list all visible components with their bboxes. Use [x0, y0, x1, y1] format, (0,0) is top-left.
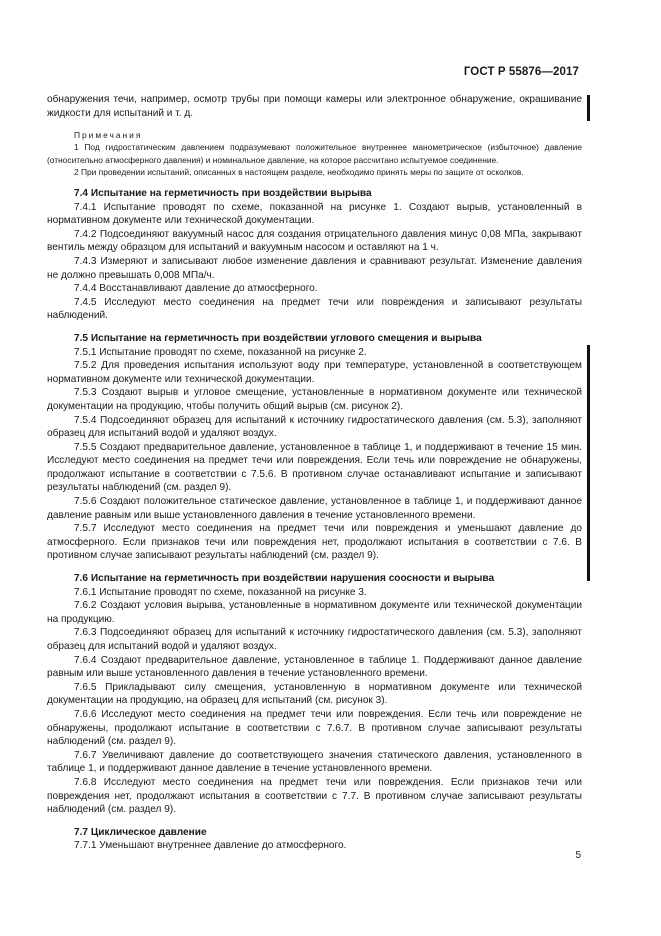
clause-7-4-3: 7.4.3 Измеряют и записывают любое изменение давления и сравнивают результат. Изменение давления не должно превышать 0,008 МПа/ч. [47, 255, 582, 281]
section-7-7-heading: 7.7 Циклическое давление [74, 826, 207, 838]
clause-7-6-4: 7.6.4 Создают предварительное давление, установленное в таблице 1. Поддерживают данное давление равным или выше установленного давления в течение установленного времени. [47, 654, 582, 680]
change-bar [587, 345, 590, 581]
clause-7-5-5: 7.5.5 Создают предварительное давление, установленное в таблице 1, и поддерживают в течение 15 мин. Исследуют место соединения на предмет течи или повреждения. Если течь или повреждение не обнаружены, продолжают испытание в соответствии с 7.5.6. В противном случае останавливают испытание и записывают результаты наблюдений (см. раздел 9). [47, 441, 582, 494]
notes-title: Примечания [74, 130, 143, 141]
clause-7-4-2: 7.4.2 Подсоединяют вакуумный насос для создания отрицательного давления минус 0,08 МПа, закрывают вентиль между образцом для испытаний и вакуумным насосом и оставляют на 1 ч. [47, 228, 582, 254]
clause-7-5-2: 7.5.2 Для проведения испытания используют воду при температуре, установленной в соответствующем нормативном документе или технической документации. [47, 360, 582, 385]
notes-block [47, 129, 582, 178]
clause-7-5-6: 7.5.6 Создают положительное статическое давление, установленное в таблице 1, и поддерживают данное давление равным или выше установленного давления в течение установленного времени. [47, 496, 582, 521]
clause-7-5-3: 7.5.3 Создают вырыв и угловое смещение, установленные в нормативном документе или технической документации на продукцию, чтобы получить общий вырыв (см. рисунок 2). [47, 387, 582, 412]
intro-paragraph: обнаружения течи, например, осмотр трубы при помощи камеры или электронное обнаружение, окрашивание жидкости для испытаний и т. д. [47, 94, 582, 119]
clause-7-5-1: 7.5.1 Испытание проводят по схеме, показанной на рисунке 2. [74, 346, 367, 358]
page-number: 5 [575, 850, 581, 861]
clause-7-6-3: 7.6.3 Подсоединяют образец для испытаний к источнику гидростатического давления (см. 5.3), заполняют образец для испытаний водой и удаляют воздух. [47, 627, 582, 652]
clause-7-7-1: 7.7.1 Уменьшают внутреннее давление до атмосферного. [74, 840, 347, 852]
clause-7-6-6: 7.6.6 Исследуют место соединения на предмет течи или повреждения. Если течь или повреждение не обнаружены, продолжают испытание в соответствии с 7.6.7. В противном случае записывают результаты наблюдений (см. раздел 9). [47, 708, 582, 748]
clause-7-6-8: 7.6.8 Исследуют место соединения на предмет течи или повреждения. Если признаков течи или повреждения нет, продолжают испытания в соответствии с 7.7. В противном случае записывают результаты наблюдений (см. раздел 9). [47, 776, 582, 816]
note-2: 2 При проведении испытаний, описанных в настоящем разделе, необходимо принять меры по защите от осколков. [74, 166, 524, 177]
clause-7-5-7: 7.5.7 Исследуют место соединения на предмет течи или повреждения и уменьшают давление до атмосферного. Если признаков течи или повреждения нет, продолжают испытания в соответствии с 7.6. В противном случае записывают результаты наблюдений (см. раздел 9). [47, 523, 582, 562]
clause-7-6-1: 7.6.1 Испытание проводят по схеме, показанной на рисунке 3. [74, 586, 367, 598]
clause-7-6-5: 7.6.5 Прикладывают силу смещения, установленную в нормативном документе или технической документации на продукцию, на образец для испытаний (см. рисунок 3). [47, 681, 582, 707]
note-1: 1 Под гидростатическим давлением подразумевают положительное внутреннее манометрическое (избыточное) давление (относительно атмосферного давления) и номинальное давление, на которое рассчитано испытуемое соединение. [47, 142, 582, 165]
clause-7-4-1: 7.4.1 Испытание проводят по схеме, показанной на рисунке 1. Создают вырыв, установленный в нормативном документе или технической документации. [47, 201, 582, 227]
clause-7-4-5: 7.4.5 Исследуют место соединения на предмет течи или повреждения и записывают результаты наблюдений. [47, 296, 582, 322]
section-7-4-heading: 7.4 Испытание на герметичность при воздействии вырыва [74, 188, 372, 199]
clause-7-6-7: 7.6.7 Увеличивают давление до соответствующего значения статического давления, установленного в таблице 1, и поддерживают данное давление в течение установленного времени. [47, 749, 582, 775]
section-7-5-heading: 7.5 Испытание на герметичность при воздействии углового смещения и вырыва [74, 332, 482, 344]
clause-7-4-4: 7.4.4 Восстанавливают давление до атмосферного. [74, 283, 318, 295]
section-7-6-heading: 7.6 Испытание на герметичность при воздействии нарушения соосности и вырыва [74, 573, 495, 585]
document-body [47, 93, 582, 853]
clause-7-6-2: 7.6.2 Создают условия вырыва, установленные в нормативном документе или технической документации на продукцию. [47, 600, 582, 625]
document-standard-header: ГОСТ Р 55876—2017 [463, 66, 579, 78]
change-bar [587, 95, 590, 121]
clause-7-5-4: 7.5.4 Подсоединяют образец для испытаний к источнику гидростатического давления (см. 5.3), заполняют образец для испытаний водой и удаляют воздух. [47, 414, 582, 440]
